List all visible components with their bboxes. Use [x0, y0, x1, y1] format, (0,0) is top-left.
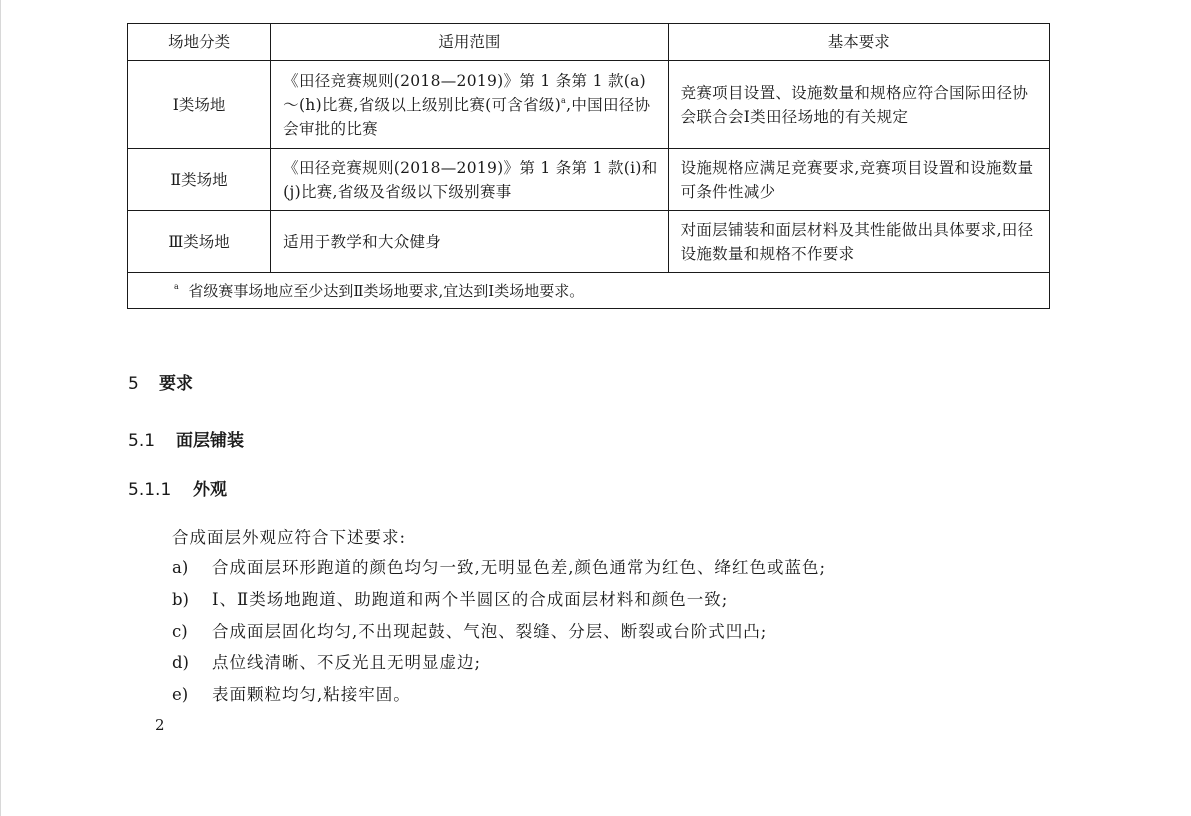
scope-text-tail: ,中国田径协会审批的比赛: [283, 95, 651, 138]
list-item-marker: b): [172, 590, 189, 609]
table-footnote: [128, 273, 1050, 309]
category-cell: Ⅰ类场地: [128, 61, 271, 149]
table-row: [128, 61, 1050, 149]
list-item-text: 表面颗粒均匀,粘接牢固。: [212, 685, 411, 704]
list-item-marker: a): [172, 558, 189, 577]
section-title: 要求: [159, 374, 193, 394]
table-row: [128, 149, 1050, 211]
section-heading-5: [128, 374, 193, 394]
requirement-cell: 设施规格应满足竞赛要求,竞赛项目设置和设施数量可条件性减少: [668, 149, 1049, 211]
section-heading-5-1-1: [128, 480, 227, 500]
footnote-mark: a: [174, 281, 179, 291]
scope-text: 《田径竞赛规则(2018—2019)》第 1 条第 1 款(a)～(h)比赛,省级以上级别比赛(可含省级): [283, 71, 646, 114]
section-title: 面层铺装: [176, 431, 244, 451]
list-item-marker: e): [172, 685, 189, 704]
requirement-cell: 竞赛项目设置、设施数量和规格应符合国际田径协会联合会Ⅰ类田径场地的有关规定: [668, 61, 1049, 149]
list-item-text: 合成面层环形跑道的颜色均匀一致,无明显色差,颜色通常为红色、绛红色或蓝色;: [212, 558, 827, 577]
table-row: [128, 211, 1050, 273]
list-item-marker: d): [172, 653, 189, 672]
scope-cell: 适用于教学和大众健身: [271, 211, 668, 273]
header-scope: 适用范围: [271, 24, 668, 61]
list-item-text: Ⅰ、Ⅱ类场地跑道、助跑道和两个半圆区的合成面层材料和颜色一致;: [212, 590, 729, 609]
list-item: [172, 684, 411, 706]
list-item-marker: c): [172, 622, 188, 641]
footnote-ref: a: [561, 95, 567, 105]
footnote-text: 省级赛事场地应至少达到Ⅱ类场地要求,宜达到Ⅰ类场地要求。: [188, 281, 585, 300]
header-requirement: 基本要求: [668, 24, 1049, 61]
section-number: 5.1.1: [128, 480, 172, 500]
section-heading-5-1: [128, 431, 244, 451]
section-number: 5.1: [128, 431, 156, 451]
header-category: 场地分类: [128, 24, 271, 61]
list-item-text: 合成面层固化均匀,不出现起鼓、气泡、裂缝、分层、断裂或台阶式凹凸;: [212, 622, 768, 641]
page-number: 2: [155, 716, 165, 734]
page-edge: [0, 0, 1, 816]
scope-cell: [271, 61, 668, 149]
scope-cell: 《田径竞赛规则(2018—2019)》第 1 条第 1 款(i)和(j)比赛,省级及省级以下级别赛事: [271, 149, 668, 211]
category-cell: Ⅲ类场地: [128, 211, 271, 273]
section-title: 外观: [193, 480, 227, 500]
category-cell: Ⅱ类场地: [128, 149, 271, 211]
list-item: [172, 652, 481, 674]
section-number: 5: [128, 374, 139, 394]
table-header-row: [128, 24, 1050, 61]
list-item: [172, 621, 767, 643]
requirement-cell: 对面层铺装和面层材料及其性能做出具体要求,田径设施数量和规格不作要求: [668, 211, 1049, 273]
table-footnote-row: [128, 273, 1050, 309]
intro-paragraph: 合成面层外观应符合下述要求:: [172, 528, 407, 547]
list-item: [172, 557, 826, 579]
venue-classification-table: [127, 23, 1050, 309]
list-item-text: 点位线清晰、不反光且无明显虚边;: [212, 653, 482, 672]
list-item: [172, 589, 728, 611]
